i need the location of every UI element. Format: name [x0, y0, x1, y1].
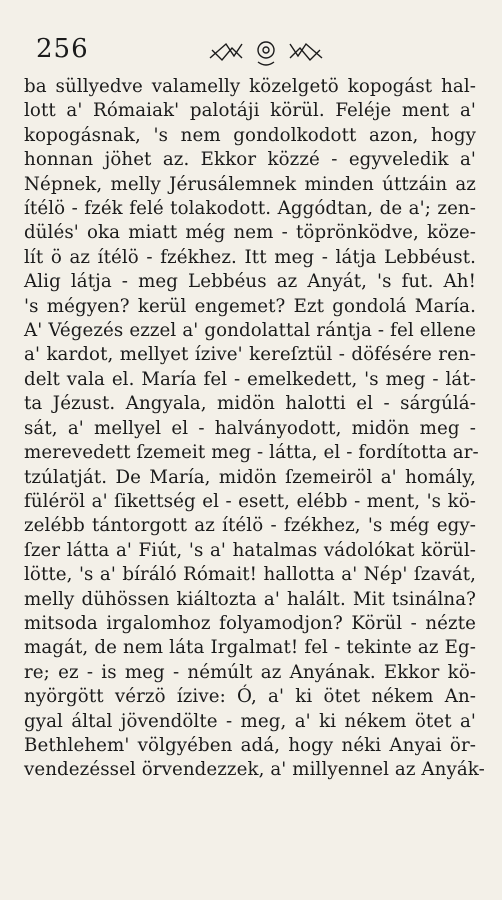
text-line: delt vala el. María fel - emelkedett, 's meg - lát- — [24, 368, 476, 390]
text-line: nyörgött vérzö ízive: Ó, a' ki ötet nékem An- — [24, 686, 476, 708]
page-header — [36, 28, 466, 72]
text-line: lott a' Rómaiak' palotáji körül. Feléje ment a' — [24, 100, 476, 122]
text-line: magát, de nem láta Irgalmat! fel - tekinte az Eg- — [24, 637, 476, 659]
text-line: melly dühössen kiáltozta a' halált. Mit tsinálna? — [24, 588, 476, 610]
text-line: honnan jöhet az. Ekkor közzé - egyveledik a' — [24, 149, 476, 171]
text-line: vendezéssel örvendezzek, a' millyennel az Anyák- — [24, 759, 485, 781]
text-line: mitsoda irgalomhoz folyamodjon? Körül - nézte — [24, 612, 476, 634]
text-line: ítélö - fzék felé tolakodott. Aggódtan, de a'; zen- — [24, 198, 476, 220]
text-line: lötte, 's a' bíráló Rómait! hallotta a' Nép' ſzavát, — [24, 564, 476, 586]
text-line: Alig látja - meg Lebbéus az Anyát, 's fut. Ah! — [24, 271, 476, 293]
text-line: füléröl a' ſikettség el - esett, elébb - ment, 's kö- — [24, 490, 476, 512]
text-line: Bethlehem' völgyében adá, hogy néki Anyai ör- — [24, 734, 476, 756]
text-line: tzúlatját. De María, midön ſzemeiröl a' homály, — [24, 466, 476, 488]
floral-ornament-icon — [206, 36, 326, 68]
page-number: 256 — [36, 34, 89, 64]
text-line: gyal által jövendölte - meg, a' ki nékem ötet a' — [24, 710, 476, 732]
text-line: ta Jézust. Angyala, midön halotti el - sárgúlá- — [24, 393, 476, 415]
text-line: sát, a' mellyel el - halványodott, midön meg - — [24, 417, 476, 439]
text-line: lít ö az ítélö - fzékhez. Itt meg - látja Lebbéust. — [24, 246, 476, 268]
text-line: Népnek, melly Jérusálemnek minden úttzáin az — [24, 173, 476, 195]
text-line: A' Végezés ezzel a' gondolattal rántja - fel ellene — [24, 320, 476, 342]
text-line: kopogásnak, 's nem gondolkodott azon, hogy — [24, 124, 476, 146]
text-line: a' kardot, mellyet ízive' kereſztül - döfésére ren- — [24, 344, 476, 366]
text-line: 's mégyen? kerül engemet? Ezt gondolá María. — [24, 295, 476, 317]
text-line: ba süllyedve valamelly közelgetö kopogást hal- — [24, 76, 476, 97]
text-line: merevedett ſzemeit meg - látta, el - fordította ar- — [24, 442, 479, 464]
text-line: ſzer látta a' Fiút, 's a' hatalmas vádolókat körül- — [24, 539, 476, 561]
text-line: re; ez - is meg - némúlt az Anyának. Ekkor kö- — [24, 661, 476, 683]
body-text — [24, 75, 485, 783]
text-line: dülés' oka miatt még nem - töprönködve, köze- — [24, 222, 476, 244]
text-line: zelébb tántorgott az ítélö - fzékhez, 's még egy- — [24, 515, 476, 537]
